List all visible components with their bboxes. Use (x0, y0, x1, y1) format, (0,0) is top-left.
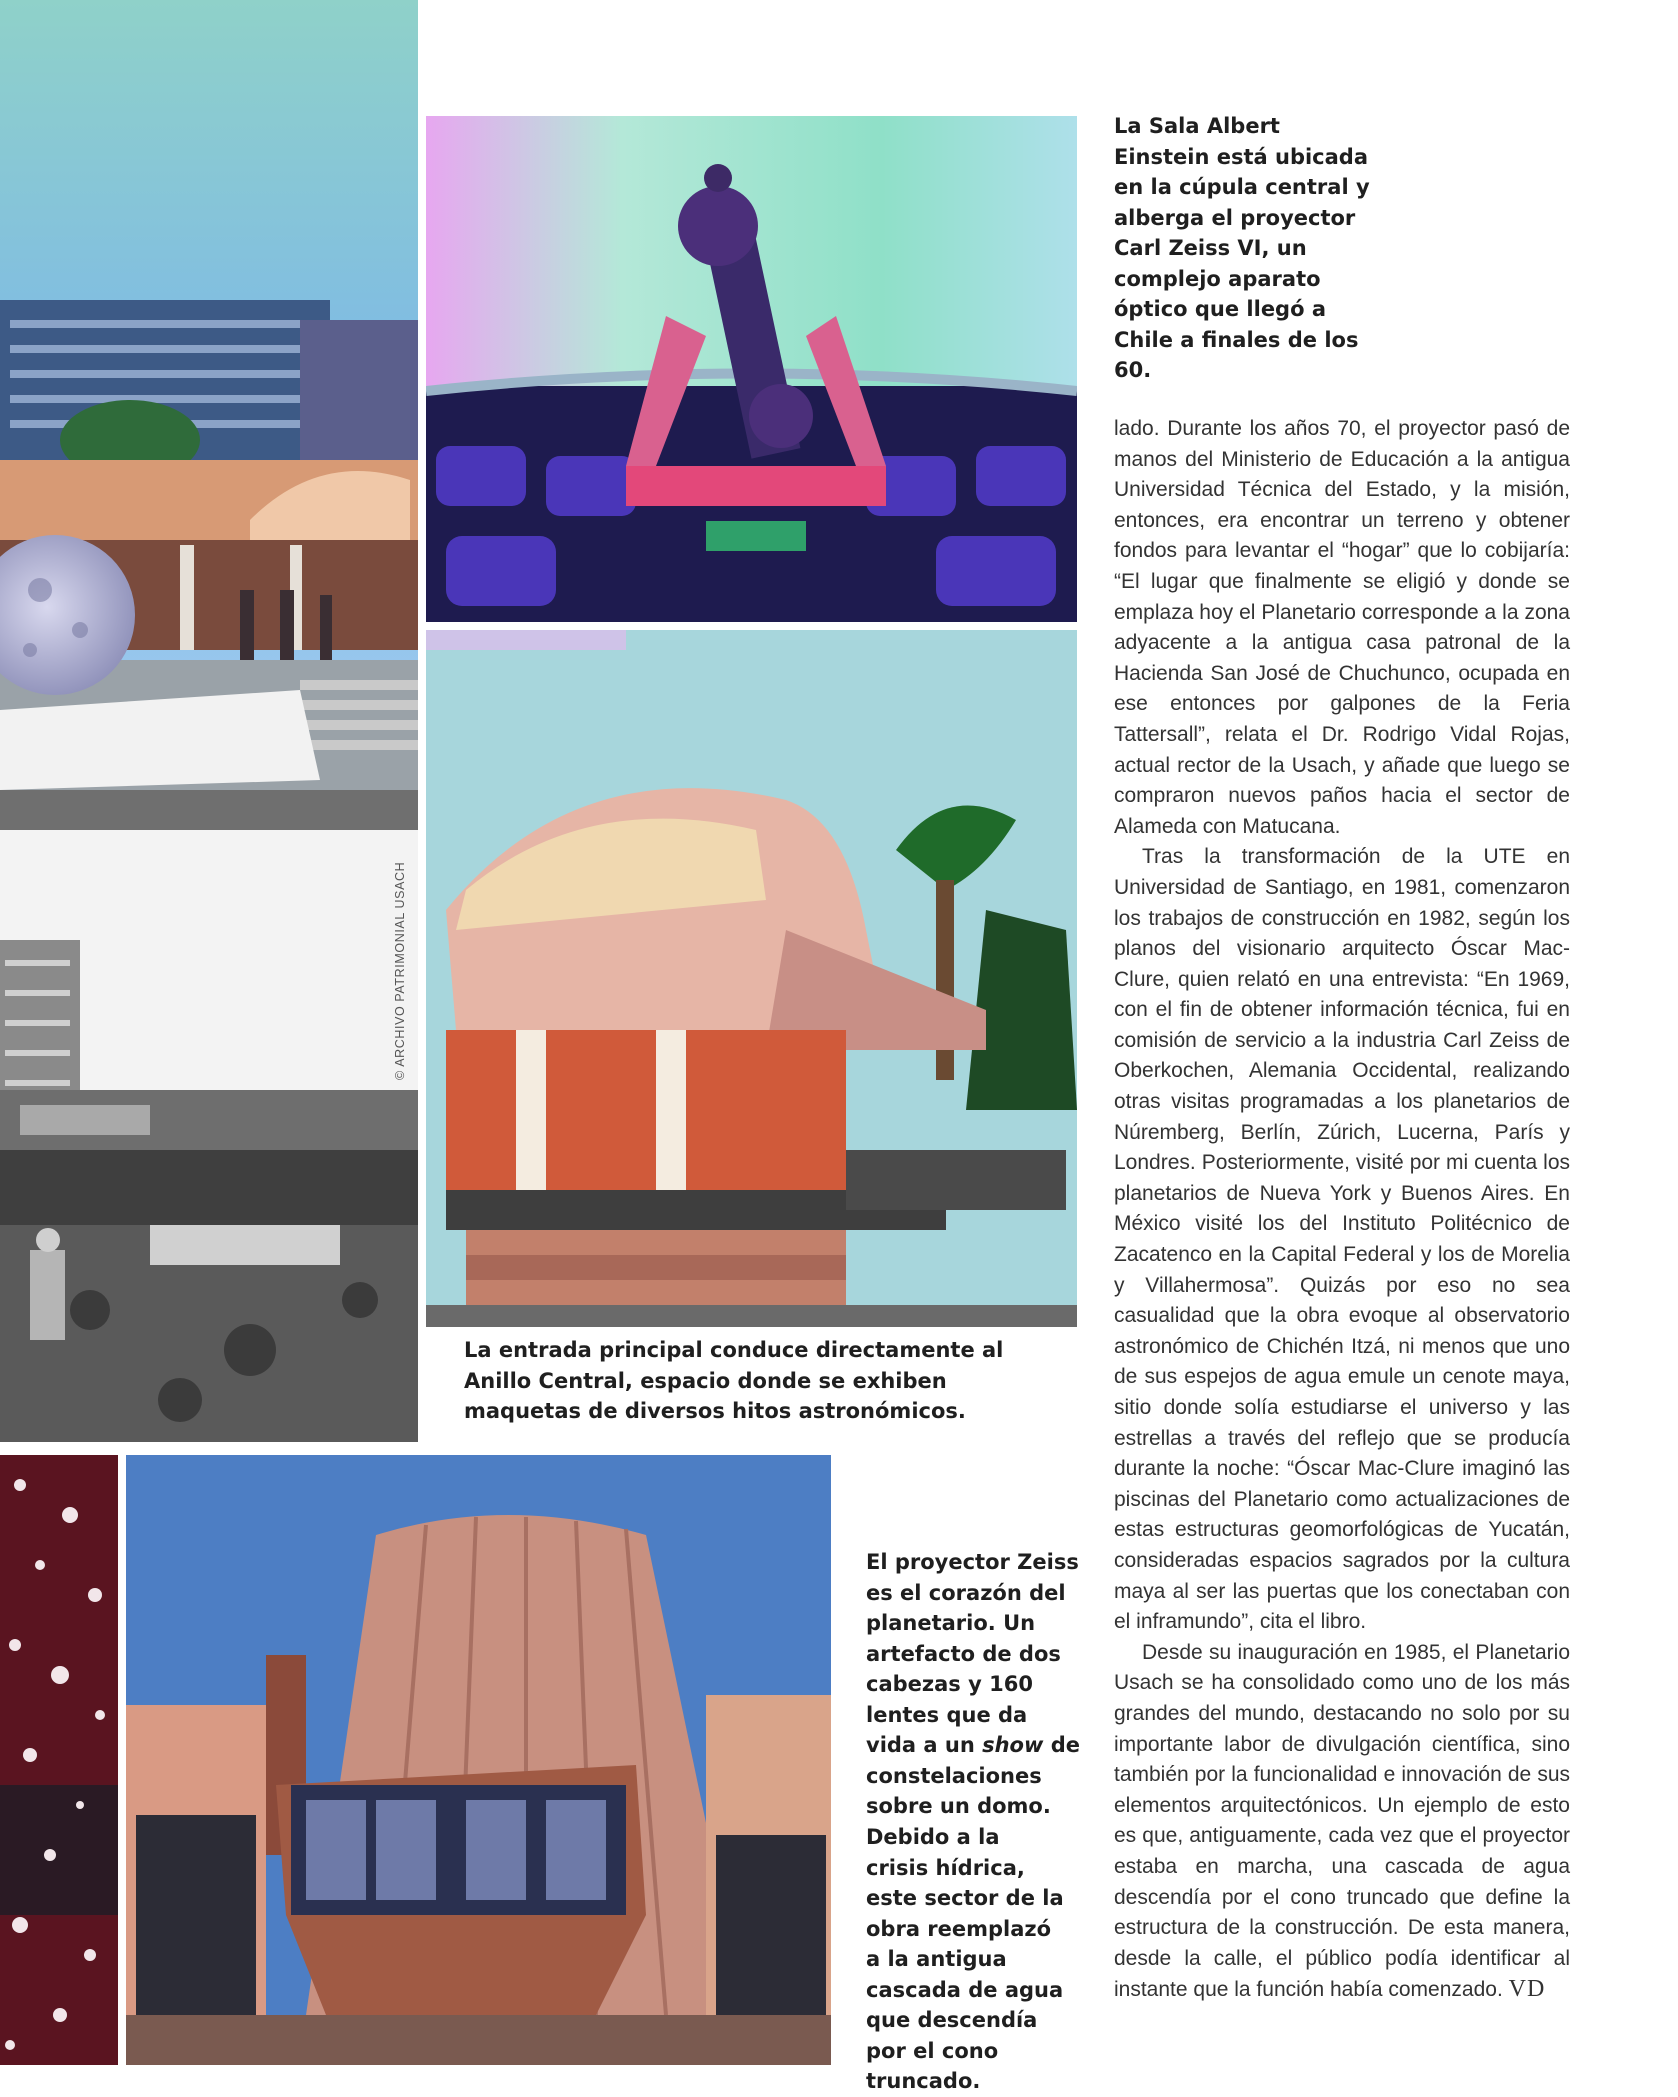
caption-proyector-part2: de constelaciones sobre un domo. (866, 1733, 1080, 1818)
caption-entrada (464, 1335, 1044, 1427)
signature: VD (1508, 1976, 1546, 2003)
caption-proyector (866, 1547, 1082, 1822)
photo-entrada-principal (426, 630, 1077, 1327)
article-paragraph-3-text: Desde su inauguración en 1985, el Planetario Usach se ha consolidado como uno de los más grandes del mundo, destacando no solo por su importante labor de divulgación científica, sino también por la funcionalidad e innovación de sus elementos arquitectónicos. Un ejemplo de esto es que, antiguamente, cada vez que el proyector estaba en marcha, una cascada de agua descendía por el cono truncado que define la estructura de la construcción. De esta manera, desde la calle, el público podía identificar al instante que la función había comenzado. (1114, 1640, 1570, 2002)
photo-cono-truncado (126, 1455, 831, 2065)
photo-proyector-zeiss (426, 116, 1077, 622)
article-paragraph-2: Tras la transformación de la UTE en Universidad de Santiago, en 1981, comenzaron los trabajos de construcción en 1982, según los planos del visionario arquitecto Óscar Mac-Clure, quien relató en una entrevista: “En 1969, con el fin de obtener información técnica, fui en comisión de servicio a la industria Carl Zeiss de Oberkochen, Alemania Occidental, realizando otras visitas programadas a los planetarios de Núremberg, Berlín, Zúrich, Lucerna, París y Londres. Posteriormente, visité por mi cuenta los planetarios de Nueva York y Buenos Aires. En México visité los del Instituto Politécnico de Zacatenco en la Capital Federal y los de Morelia y Villahermosa”. Quizás por eso no sea casualidad que la obra evoque al observatorio astronómico de Chichén Itzá, ni menos que uno de sus espejos de agua emule un cenote maya, sitio donde solía estudiarse el universo y las estrellas a través del reflejo que se producía durante la noche: “Óscar Mac-Clure imaginó las piscinas del Planetario como actualizaciones de estas estructuras geomorfológicas de Yucatán, consideradas espacios sagrados por la cultura maya al ser las puertas que los conectaban con el inframundo”, cita el libro. (1114, 845, 1570, 1634)
caption-crisis-text: Debido a la crisis hídrica, este sector de la obra reemplazó a la antigua cascada de agua que descendía por el cono truncado. (866, 1825, 1064, 2093)
photo-construccion-historica (0, 830, 418, 1442)
caption-proyector-show: show (982, 1733, 1044, 1757)
caption-proyector-text (866, 1547, 1082, 1822)
caption-sala-einstein (1114, 111, 1376, 386)
caption-entrada-text: La entrada principal conduce directamente al Anillo Central, espacio donde se exhiben maquetas de diversos hitos astronómicos. (464, 1338, 1004, 1423)
article-body (1114, 414, 1570, 2006)
photo-credit: © ARCHIVO PATRIMONIAL USACH (393, 861, 407, 1080)
caption-proyector-part1: El proyector Zeiss es el corazón del planetario. Un artefacto de dos cabezas y 160 lentes que da vida a un (866, 1550, 1079, 1757)
caption-sala-einstein-text: La Sala Albert Einstein está ubicada en la cúpula central y alberga el proyector Carl Zeiss VI, un complejo aparato óptico que llegó a Chile a finales de los 60. (1114, 114, 1370, 382)
photo-planetario-exterior (0, 0, 418, 830)
caption-crisis-hidrica (866, 1822, 1066, 2097)
photo-domo-estrellas (0, 1455, 118, 2065)
article-paragraph-1: lado. Durante los años 70, el proyector pasó de manos del Ministerio de Educación a la antigua Universidad Técnica del Estado, y la misión, entonces, era encontrar un terreno y obtener fondos para levantar el “hogar” que lo cobijaría: “El lugar que finalmente se eligió y donde se emplaza hoy el Planetario corresponde a la zona adyacente a la antigua casa patronal de la Hacienda San José de Chuchunco, ocupada en ese entonces por galpones de la Feria Tattersall”, relata el Dr. Rodrigo Vidal Rojas, actual rector de la Usach, y añade que luego se compraron nuevos paños hacia el sector de Alameda con Matucana. (1114, 417, 1570, 838)
article-paragraph-3 (1114, 1638, 1570, 2006)
